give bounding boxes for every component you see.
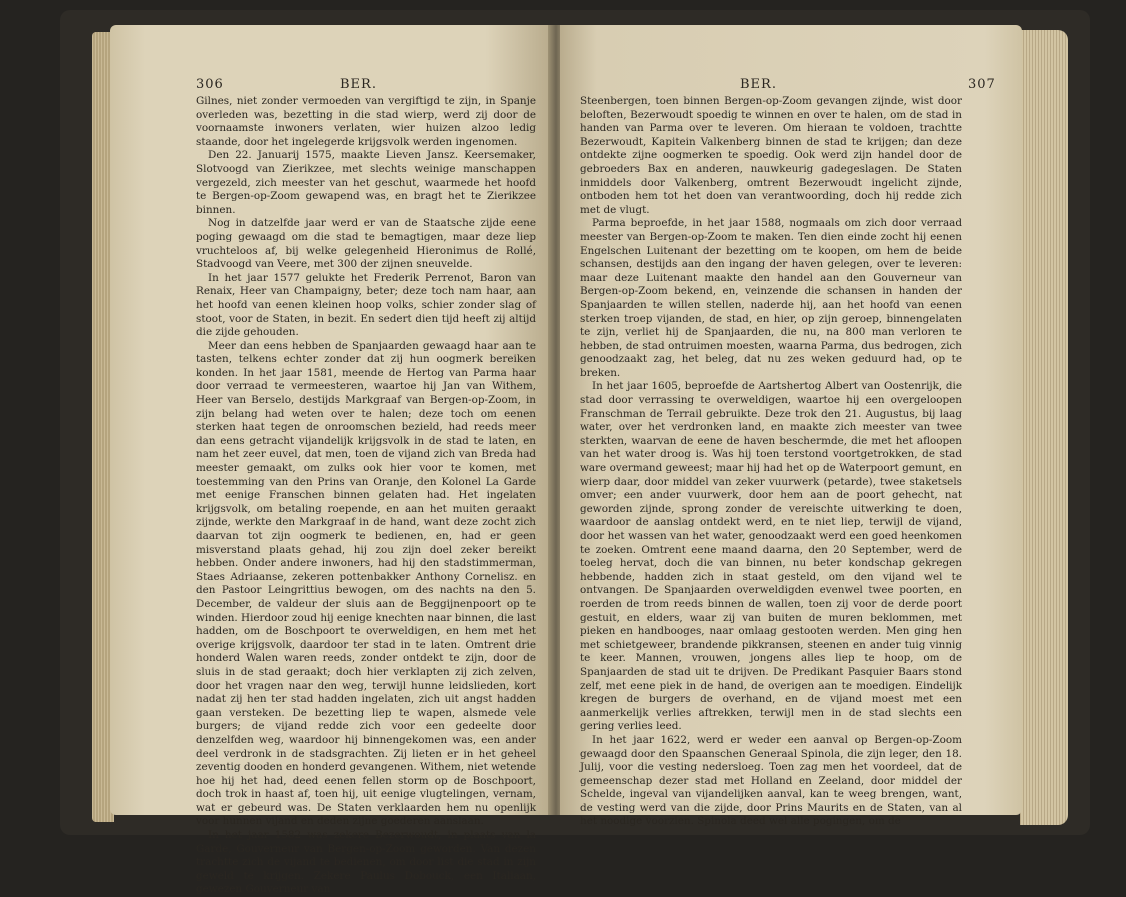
right-page <box>560 25 1022 828</box>
page-number: 307 <box>968 77 996 92</box>
paragraph: In het jaar 1582 was zekere Bezerwoudt, in plaats van la Garde, Gouverneur van Bergen-op-Zoom geworden. Van dezen trachtte zich de vijand te bedienen, om door list die stad in zijn geweld te krijgen. Zekere Paulus Dobouck, een Italiaan, gewezen Gouverneur van <box>196 829 536 896</box>
paragraph: Parma beproefde, in het jaar 1588, nogmaals om zich door verraad meester van Bergen-op-Zoom te maken. Ten dien einde zocht hij eenen Engelschen Luitenant der bezetting om te koopen, om hem de beide schansen, destijds aan den ingang der haven gelegen, over te leveren: maar deze Luitenant maakte den handel aan den Gouverneur van Bergen-op-Zoom bekend, en, veinzende die schansen in handen der Spanjaarden te willen stellen, naderde hij, aan het hoofd van eenen sterken troep vijanden, de stad, en hier, op zijn geroep, binnengelaten te zijn, verliet hij de Spanjaarden, die nu, na 800 man verloren te hebben, de stad ontruimen moesten, waarna Parma, dus bedrogen, zich genoodzaakt zag, het beleg, dat nu zes weken geduurd had, op te breken. <box>580 217 962 379</box>
paragraph: Nog in datzelfde jaar werd er van de Staatsche zijde eene poging gewaagd om die stad te bemagtigen, maar deze liep vruchteloos af, bij welke gelegenheid Hieronimus de Rollé, Stadvoogd van Veere, met 300 der zijnen sneuvelde. <box>196 217 536 271</box>
paragraph: In het jaar 1622, werd er weder een aanval op Bergen-op-Zoom gewaagd door den Spaanschen Generaal Spinola, die zijn leger, den 18. Julij, voor die vesting nedersloeg. Toen zag men het voordeel, dat de gemeenschap dezer stad met Holland en Zeeland, door middel der Schelde, ingeval van vijandelijken aanval, kan te weeg brengen, want, de vesting werd van die zijde, door Prins Maurits en de Staten, van al het noodige voorzien. Spinola deed wel alle pogingen, om de <box>580 733 962 828</box>
right-page-text <box>580 95 962 829</box>
paragraph: In het jaar 1605, beproefde de Aartshertog Albert van Oostenrijk, die stad door verrassing te overweldigen, waartoe hij een overgeloopen Franschman de Terrail gebruikte. Deze trok den 21. Augustus, bij laag water, over het verdronken land, en maakte zich meester van twee sterkten, waarvan de eene de haven beschermde, die met het afloopen van het water droog is. Was hij toen terstond voortgetrokken, de stad ware overmand geweest; maar hij had het op de Waterpoort gemunt, en wierp daar, door middel van zeker vuurwerk (petarde), twee staketsels omver; een ander vuurwerk, door hem aan de poort gehecht, nat geworden zijnde, sprong zonder de vereischte uitwerking te doen, waardoor de aanslag ontdekt werd, en te niet liep, terwijl de vijand, door het wassen van het water, genoodzaakt werd een goed heenkomen te zoeken. Omtrent eene maand daarna, den 20 September, werd de toeleg hervat, doch die van binnen, nu beter kondschap gekregen hebbende, hadden zich in staat gesteld, om den vijand wel te ontvangen. De Spanjaarden overweldigden evenwel twee poorten, en roerden de trom reeds binnen de wallen, toen zij voor de derde poort gestuit, en elders, waar zij van buiten de muren beklommen, met pieken en handbooges, naar omlaag gestooten werden. Men ging hen met schietgeweer, brandende pikkransen, steenen en ander tuig vinnig te keer. Mannen, vrouwen, jongens alles liep te hoop, om de Spanjaarden de stad uit te drijven. De Predikant Pasquier Baars stond zelf, met eene piek in de hand, de overigen aan te moedigen. Eindelijk kregen de burgers de overhand, en de vijand moest met een aanmerkelijk verlies aftrekken, terwijl men in de stad slechts een gering verlies leed. <box>580 380 962 733</box>
paragraph: Gilnes, niet zonder vermoeden van vergiftigd te zijn, in Spanje overleden was, bezetting in die stad wierp, werd zij door de voornaamste inwoners verlaten, wier huizen alzoo ledig staande, door het ingelegerde krijgsvolk werden ingenomen. <box>196 95 536 148</box>
paragraph: In het jaar 1577 gelukte het Frederik Perrenot, Baron van Renaix, Heer van Champaigny, beter; deze toch nam haar, aan het hoofd van eenen kleinen hoop volks, schier zonder slag of stoot, voor de Staten, in bezit. En sedert dien tijd heeft zij altijd die zijde gehouden. <box>196 271 536 339</box>
page-number: 306 <box>196 77 224 92</box>
paragraph: Meer dan eens hebben de Spanjaarden gewaagd haar aan te tasten, telkens echter zonder dat zij hun oogmerk bereiken konden. In het jaar 1581, meende de Hertog van Parma haar door verraad te vermeesteren, waartoe hij Jan van Withem, Heer van Berselo, destijds Markgraaf van Bergen-op-Zoom, in zijn belang had weten over te halen; deze toch om eenen sterken haat tegen de onroomschen bezield, had reeds meer dan eens getracht vijandelijk krijgsvolk in de stad te laten, en nam het zeer euvel, dat men, toen de vijand zich van Breda had meester gemaakt, om zulks ook hier voor te komen, met toestemming van den Prins van Oranje, den Kolonel La Garde met eenige Franschen binnen gelaten had. Het ingelaten krijgsvolk, om betaling roepende, en aan het muiten geraakt zijnde, werkte den Markgraaf in de hand, want deze zocht zich daarvan tot zijn oogmerk te bedienen, en, had er geen misverstand plaats gehad, hij zou zijn doel zeker bereikt hebben. Onder andere inwoners, had hij den stadstimmerman, Staes Adriaanse, zekeren pottenbakker Anthony Cornelisz. en den Pastoor Leingrittius bewogen, om des nachts na den 5. December, de valdeur der sluis aan de Beggijnenpoort op te winden. Hierdoor zoud hij eenige knechten naar binnen, die last hadden, om de Boschpoort te overweldigen, en hem met het overige krijgsvolk, daardoor ter stad in te laten. Omtrent drie honderd Walen waren reeds, zonder ontdekt te zijn, door de sluis in de stad geraakt; doch hier verklapten zij zich zelven, door het vragen naar den weg, terwijl hunne leidslieden, kort nadat zij hen ter stad hadden ingelaten, zich uit angst hadden gaan versteken. De bezetting liep te wapen, alsmede vele burgers; de vijand redde zich voor een gedeelte door denzelfden weg, waardoor hij binnengekomen was, een ander deel verdronk in de stadsgrachten. Zij lieten er in het geheel zeventig dooden en honderd gevangenen. Withem, niet wetende hoe hij het had, deed eenen fellen storm op de Boschpoort, doch trok in haast af, toen hij, uit eenige vlugtelingen, vernam, wat er gebeurd was. De Staten verklaarden hem nu openlijk voor hunnen vijand en deden zijne goederen aanslaan. <box>196 339 536 828</box>
running-head: BER. <box>740 77 777 92</box>
right-page-edges <box>1020 30 1068 825</box>
paragraph: Steenbergen, toen binnen Bergen-op-Zoom gevangen zijnde, wist door beloften, Bezerwoudt spoedig te winnen en over te halen, om de stad in handen van Parma over te leveren. Om hieraan te voldoen, trachtte Bezerwoudt, Kapitein Valkenberg binnen de stad te krijgen; dan deze ontdekte zijne oogmerken te spoedig. Ook werd zijn handel door de gebroeders Bax en anderen, nauwkeurig gadegeslagen. De Staten inmiddels door Valkenberg, omtrent Bezerwoudt ingelicht zijnde, ontboden hem tot het doen van verantwoording, doch hij redde zich met de vlugt. <box>580 95 962 216</box>
paragraph: Den 22. Januarij 1575, maakte Lieven Jansz. Keersemaker, Slotvoogd van Zierikzee, met slechts weinige manschappen vergezeld, zich meester van het geschut, waarmede het hoofd te Bergen-op-Zoom gewapend was, en bragt het te Zierikzee binnen. <box>196 149 536 216</box>
left-page <box>110 25 552 896</box>
left-page-text <box>196 95 536 897</box>
running-head: BER. <box>340 77 377 92</box>
